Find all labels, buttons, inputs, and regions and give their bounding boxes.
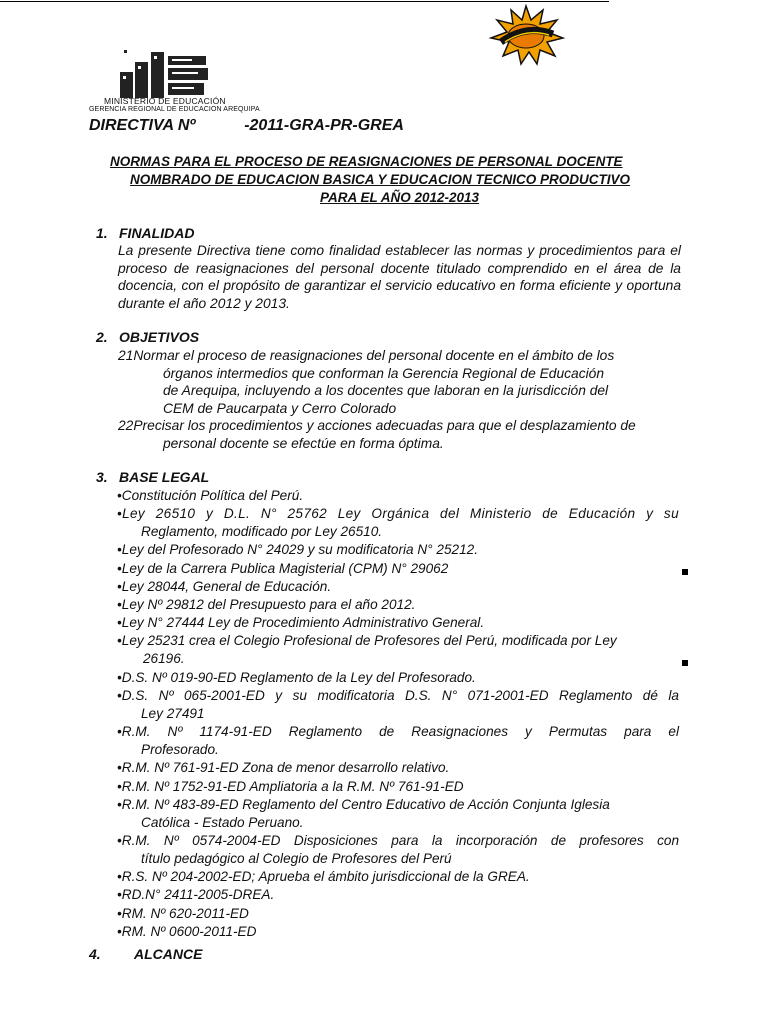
- section-title: OBJETIVOS: [119, 329, 200, 345]
- sun-seal-icon: [487, 4, 565, 66]
- list-item-continuation: título pedagógico al Colegio de Profesores del Perú: [141, 851, 452, 867]
- ministry-name: MINISTERIO DE EDUCACIÓN: [104, 96, 226, 106]
- list-item: •Ley del Profesorado N° 24029 y su modificatoria N° 25212.: [117, 542, 478, 558]
- list-item: •R.M. Nº 1752-91-ED Ampliatoria a la R.M. Nº 761-91-ED: [117, 778, 464, 794]
- list-item: •Ley N° 27444 Ley de Procedimiento Administrativo General.: [117, 615, 485, 631]
- gerencia-name: GERENCIA REGIONAL DE EDUCACION AREQUIPA: [89, 106, 260, 113]
- top-rule: [0, 1, 609, 2]
- legal-list: [117, 487, 692, 941]
- list-item: •Constitución Política del Perú.: [117, 488, 304, 503]
- directive-number: DIRECTIVA Nº -2011-GRA-PR-GREA: [89, 117, 404, 134]
- title-line: NOMBRADO DE EDUCACION BASICA Y EDUCACION TECNICO PRODUCTIVO: [130, 172, 631, 187]
- title-line: PARA EL AÑO 2012-2013: [320, 190, 480, 205]
- objective-item: 21Normar el proceso de reasignaciones del personal docente en el ámbito de los órganos intermedios que conforman la Gerencia Regional de Educación de Arequipa, incluyendo a los docentes que laboran en la jurisdicción del CEM de Paucarpata y Cerro Colorado: [118, 348, 615, 416]
- list-item-continuation: Ley 27491: [141, 705, 205, 721]
- section-title: BASE LEGAL: [119, 469, 210, 485]
- list-item: •RD.N° 2411-2005-DREA.: [117, 887, 275, 903]
- list-item: •RM. Nº 0600-2011-ED: [117, 923, 257, 939]
- list-item: •Ley 25231 crea el Colegio Profesional de Profesores del Perú, modificada por Ley: [117, 633, 617, 649]
- list-item: •Ley de la Carrera Publica Magisterial (CPM) N° 29062: [117, 560, 449, 576]
- ministry-logo-icon: [118, 50, 213, 98]
- list-item: •R.M. Nº 0574-2004-ED Disposiciones para la incorporación de profesores con: [117, 832, 679, 848]
- title-line: NORMAS PARA EL PROCESO DE REASIGNACIONES DE PERSONAL DOCENTE: [110, 154, 623, 169]
- section-number: 1.: [96, 225, 108, 241]
- list-item: •R.S. Nº 204-2002-ED; Aprueba el ámbito jurisdiccional de la GREA.: [117, 869, 530, 885]
- list-item-continuation: Reglamento, modificado por Ley 26510.: [141, 524, 383, 540]
- section-heading-alcance: [89, 946, 202, 962]
- square-bullet-icon: [682, 569, 688, 575]
- section-title: FINALIDAD: [119, 225, 195, 241]
- list-item: •RM. Nº 620-2011-ED: [117, 905, 249, 921]
- section-heading-finalidad: [96, 225, 194, 241]
- list-item: •Ley Nº 29812 del Presupuesto para el año 2012.: [117, 596, 416, 612]
- list-item: •R.M. Nº 761-91-ED Zona de menor desarrollo relativo.: [117, 760, 450, 776]
- list-item: •Ley 28044, General de Educación.: [117, 578, 332, 594]
- section-number: 4.: [89, 946, 101, 962]
- list-item: •D.S. Nº 065-2001-ED y su modificatoria D.S. N° 071-2001-ED Reglamento dé la: [117, 687, 679, 703]
- list-item: •Ley 26510 y D.L. N° 25762 Ley Orgánica del Ministerio de Educación y su: [117, 506, 679, 522]
- objective-item: 22Precisar los procedimientos y acciones adecuadas para que el desplazamiento de personal docente se efectúe en forma óptima.: [118, 418, 636, 451]
- square-bullet-icon: [682, 660, 688, 666]
- section-title: ALCANCE: [134, 946, 203, 962]
- list-item: •D.S. Nº 019-90-ED Reglamento de la Ley del Profesorado.: [117, 669, 476, 685]
- section-heading-objetivos: [96, 329, 199, 345]
- list-item-continuation: Católica - Estado Peruano.: [141, 814, 304, 830]
- list-item-continuation: Profesorado.: [141, 742, 219, 758]
- list-item: •R.M. Nº 483-89-ED Reglamento del Centro Educativo de Acción Conjunta Iglesia: [117, 796, 610, 812]
- finalidad-text: La presente Directiva tiene como finalidad establecer las normas y procedimientos para el proceso de reasignaciones del personal docente titulado comprendido en el área de la docencia, con el propósito de garantizar el servicio educativo en forma eficiente y oportuna durante el año 2012 y 2013.: [118, 243, 681, 311]
- list-item: •R.M. Nº 1174-91-ED Reglamento de Reasignaciones y Permutas para el: [117, 724, 679, 740]
- list-item-continuation: 26196.: [143, 651, 185, 667]
- document-title: [105, 153, 705, 207]
- section-heading-base-legal: [96, 469, 209, 485]
- section-number: 3.: [96, 469, 108, 485]
- section-number: 2.: [96, 329, 108, 345]
